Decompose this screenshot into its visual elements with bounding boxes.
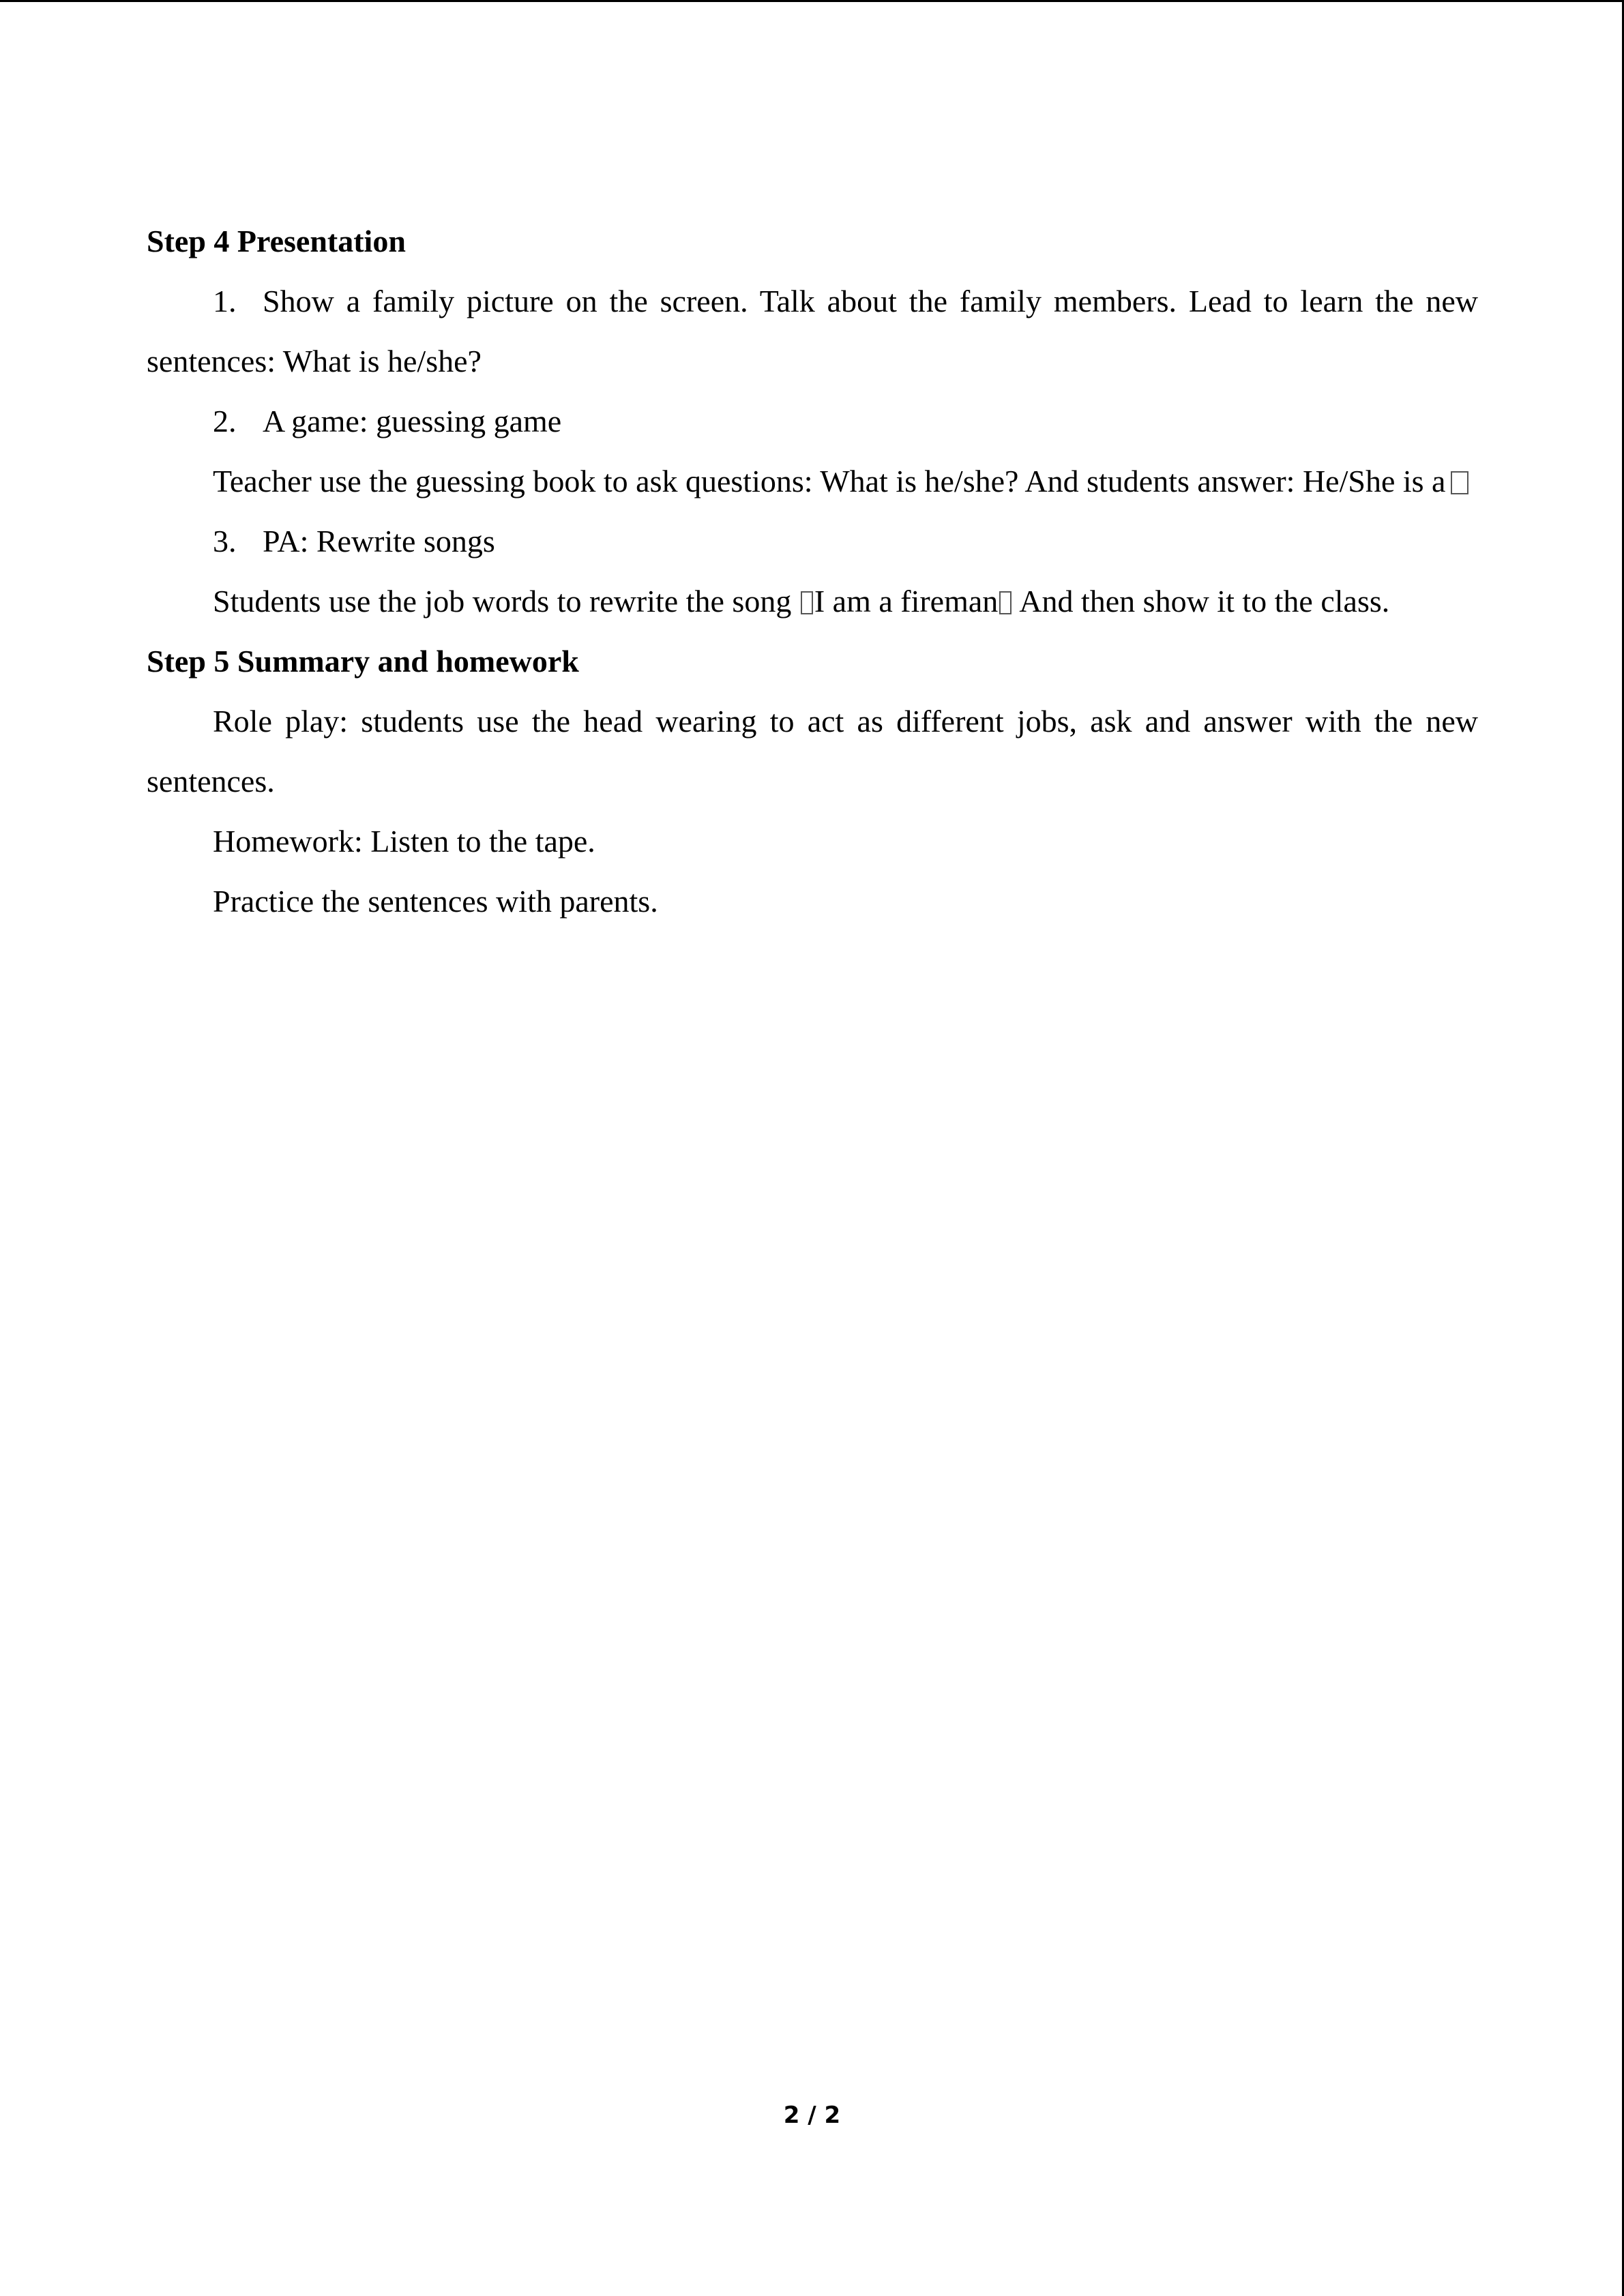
list-item-text: PA: Rewrite songs [263, 524, 495, 558]
step5-homework: Homework: Listen to the tape. [213, 824, 595, 859]
missing-glyph-box [1451, 471, 1468, 494]
step4-item-2 [147, 391, 1478, 451]
step5-practice: Practice the sentences with parents. [213, 884, 658, 919]
page-top-border [0, 0, 1624, 2]
paragraph-text: Students use the job words to rewrite the song [213, 584, 792, 618]
page-number: 2 / 2 [783, 2102, 841, 2129]
step4-item-2-detail [147, 451, 1478, 511]
list-number: 3. [213, 524, 237, 558]
step4-item-3 [147, 511, 1478, 571]
list-item-text: Show a family picture on the screen. Talk about the family members. Lead to learn the new sentences: What is he/she? [147, 284, 1478, 378]
song-title: I am a fireman [814, 584, 999, 618]
step4-item-1 [147, 271, 1478, 391]
step4-heading: Step 4 Presentation [147, 224, 406, 258]
step4-item-3-detail [147, 571, 1478, 631]
missing-glyph-box [801, 591, 813, 614]
paragraph-text: And then show it to the class. [1019, 584, 1390, 618]
list-number: 2. [213, 404, 237, 438]
list-item-text: A game: guessing game [263, 404, 562, 438]
list-number: 1. [213, 284, 237, 318]
document-body [147, 211, 1478, 931]
paragraph-text: Teacher use the guessing book to ask questions: What is he/she? And students answer: He/She is a [213, 464, 1446, 498]
missing-glyph-box [999, 591, 1012, 614]
step5-roleplay: Role play: students use the head wearing to act as different jobs, ask and answer with the new sentences. [147, 704, 1478, 799]
step5-heading: Step 5 Summary and homework [147, 644, 579, 679]
